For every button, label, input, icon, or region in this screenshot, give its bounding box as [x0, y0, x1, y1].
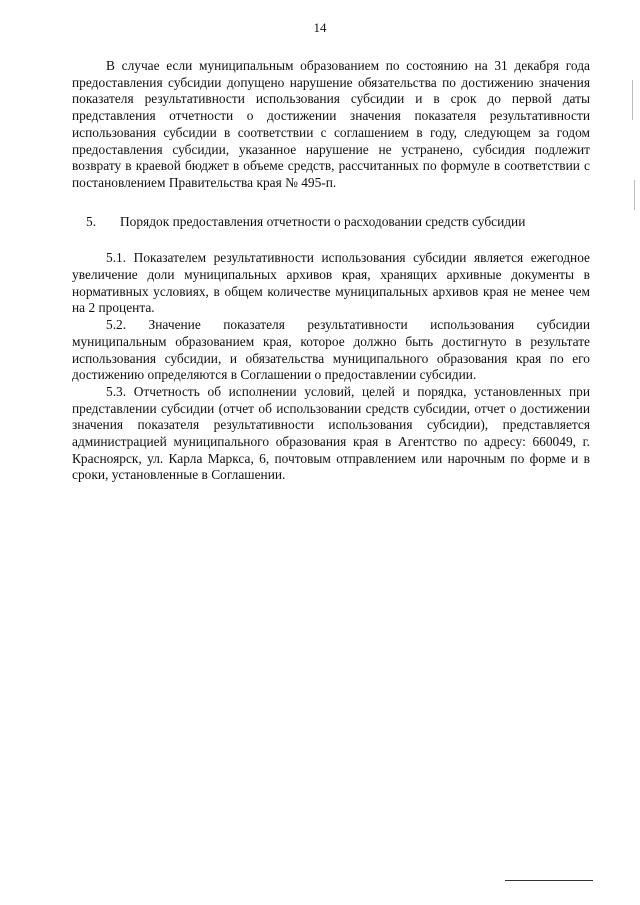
page-number: 14 [313, 20, 327, 35]
paragraph-return-condition: В случае если муниципальным образованием по состоянию на 31 декабря года предоставления субсидии допущено нарушение обязательства по достижению значения показателя результативности использования субсидии и в срок до первой даты представления отчетности о достижении значения показателя результативности использования субсидии в соответствии с соглашением в году, следующем за годом предоставления субсидии, указанное нарушение не устранено, субсидия подлежит возврату в краевой бюджет в объеме средств, рассчитанных по формуле в соответствии с постановлением Правительства края № 495-п. [72, 58, 590, 190]
section-heading [72, 214, 590, 231]
section-title: Порядок предоставления отчетности о расходовании средств субсидии [120, 213, 526, 229]
scan-margin-mark [632, 80, 633, 120]
section-number: 5. [86, 213, 97, 229]
paragraph-5-3: 5.3. Отчетность об исполнении условий, целей и порядка, установленных при представлении субсидии (отчет об использовании средств субсидии, отчет о достижении значения показателя результативности использования субсидии), представляется администрацией муниципального образования края в Агентство по адресу: 660049, г. Красноярск, ул. Карла Маркса, 6, почтовым отправлением или нарочным по форме и в сроки, установленные в Соглашении. [72, 383, 590, 483]
document-body [72, 58, 590, 484]
footer-rule [505, 880, 593, 881]
paragraph-5-2: 5.2. Значение показателя результативности использования субсидии муниципальным образованием края, которое должно быть достигнуто в результате использования субсидии, и обязательства муниципального образования края по его достижению определяются в Соглашении о предоставлении субсидии. [72, 317, 590, 383]
scan-margin-mark [634, 180, 635, 210]
paragraph-5-1: 5.1. Показателем результативности использования субсидии является ежегодное увеличение доли муниципальных архивов края, хранящих архивные документы в нормативных условиях, в общем количестве муниципальных архивов края не менее чем на 2 процента. [72, 250, 590, 316]
